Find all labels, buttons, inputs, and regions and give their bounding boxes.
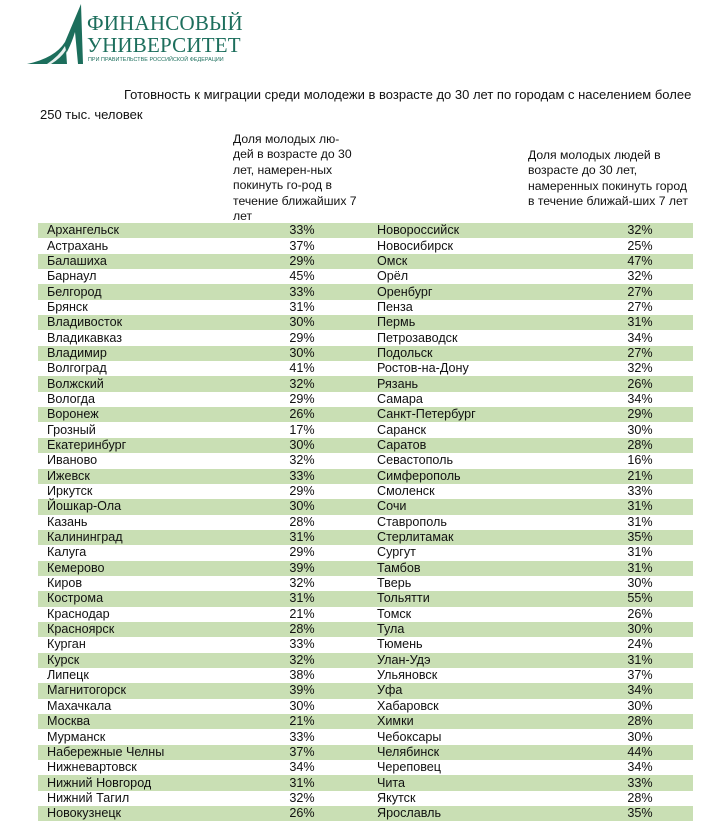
city-name-left: Курск — [38, 653, 239, 668]
table-row — [38, 300, 693, 315]
table-row — [38, 545, 693, 560]
table-row — [38, 469, 693, 484]
share-value-left: 30% — [239, 346, 365, 361]
share-value-right: 31% — [537, 561, 693, 576]
city-name-right: Ростов-на-Дону — [377, 361, 469, 376]
table-row — [38, 223, 693, 238]
table-row — [38, 361, 693, 376]
share-value-left: 26% — [239, 806, 365, 821]
table-row — [38, 683, 693, 698]
share-value-right: 32% — [627, 269, 653, 284]
share-value-right: 16% — [627, 453, 653, 468]
table-row — [38, 806, 693, 821]
share-value-right: 27% — [627, 299, 653, 314]
share-value-left: 33% — [239, 223, 365, 238]
table-row — [38, 438, 693, 453]
table-row — [38, 637, 693, 652]
heading-line1: Готовность к миграции среди молодежи в возрасте до 30 лет по городам с населением более — [124, 87, 692, 102]
city-name-left: Нижний Тагил — [47, 790, 130, 805]
city-name-right: Химки — [365, 714, 537, 729]
city-name-right: Тула — [365, 622, 537, 637]
share-value-left: 32% — [289, 576, 315, 591]
share-value-right: 30% — [627, 729, 653, 744]
share-value-right: 29% — [537, 407, 693, 422]
migration-table — [38, 223, 693, 821]
city-name-left: Брянск — [47, 299, 88, 314]
share-value-left: 32% — [239, 376, 365, 391]
table-row — [38, 315, 693, 330]
city-name-right: Сочи — [365, 499, 537, 514]
city-name-right: Саратов — [365, 438, 537, 453]
table-row — [38, 760, 693, 775]
logo-subtitle: ПРИ ПРАВИТЕЛЬСТВЕ РОССИЙСКОЙ ФЕДЕРАЦИИ — [88, 57, 224, 63]
city-name-left: Краснодар — [47, 606, 110, 621]
city-name-left: Владикавказ — [47, 330, 123, 345]
city-name-right: Саранск — [377, 422, 427, 437]
city-name-right: Севастополь — [377, 453, 454, 468]
city-name-left: Кемерово — [38, 561, 239, 576]
city-name-left: Калининград — [38, 530, 239, 545]
city-name-left: Иркутск — [47, 484, 93, 499]
city-name-right: Пермь — [365, 315, 537, 330]
table-row — [38, 622, 693, 637]
table-row — [38, 499, 693, 514]
city-name-right: Якутск — [377, 790, 416, 805]
city-name-left: Нижневартовск — [47, 760, 137, 775]
table-row — [38, 775, 693, 790]
share-value-left: 30% — [239, 315, 365, 330]
share-value-right: 21% — [537, 469, 693, 484]
share-value-left: 31% — [239, 591, 365, 606]
table-row — [38, 238, 693, 253]
table-row — [38, 745, 693, 760]
share-value-left: 28% — [239, 622, 365, 637]
table-row — [38, 284, 693, 299]
city-name-right: Петрозаводск — [377, 330, 458, 345]
share-value-left: 33% — [239, 469, 365, 484]
share-value-left: 21% — [289, 606, 315, 621]
share-value-left: 33% — [239, 284, 365, 299]
share-value-right: 26% — [537, 376, 693, 391]
city-name-left: Набережные Челны — [38, 745, 239, 760]
share-value-left: 29% — [289, 484, 315, 499]
logo-name-line2: УНИВЕРСИТЕТ — [87, 33, 241, 57]
share-value-left: 41% — [289, 361, 315, 376]
share-value-right: 33% — [537, 775, 693, 790]
share-value-left: 32% — [289, 790, 315, 805]
city-name-right: Тюмень — [377, 637, 423, 652]
city-name-left: Казань — [47, 514, 88, 529]
city-name-right: Тверь — [377, 576, 412, 591]
share-value-right: 28% — [537, 714, 693, 729]
city-name-left: Барнаул — [47, 269, 97, 284]
share-value-left: 21% — [239, 714, 365, 729]
city-name-left: Астрахань — [47, 238, 109, 253]
table-row — [38, 330, 693, 345]
city-name-right: Томск — [377, 606, 412, 621]
table-row — [38, 668, 693, 683]
share-value-right: 27% — [537, 346, 693, 361]
share-value-right: 24% — [627, 637, 653, 652]
city-name-left: Киров — [47, 576, 83, 591]
share-value-right: 31% — [537, 315, 693, 330]
share-value-right: 30% — [627, 422, 653, 437]
table-row — [38, 376, 693, 391]
share-value-right: 34% — [537, 683, 693, 698]
share-value-right: 37% — [627, 668, 653, 683]
share-value-right: 30% — [537, 622, 693, 637]
share-value-left: 33% — [289, 637, 315, 652]
table-row — [38, 714, 693, 729]
share-value-right: 30% — [627, 576, 653, 591]
city-name-right: Тольятти — [365, 591, 537, 606]
share-value-left: 29% — [289, 545, 315, 560]
city-name-left: Махачкала — [47, 698, 112, 713]
city-name-right: Оренбург — [365, 284, 537, 299]
share-value-right: 35% — [537, 530, 693, 545]
share-value-left: 33% — [289, 729, 315, 744]
table-row — [38, 484, 693, 499]
table-row — [38, 561, 693, 576]
share-value-right: 31% — [537, 499, 693, 514]
table-row — [38, 453, 693, 468]
city-name-right: Уфа — [365, 683, 537, 698]
city-name-right: Чита — [365, 775, 537, 790]
share-value-right: 34% — [627, 330, 653, 345]
share-value-right: 47% — [537, 254, 693, 269]
city-name-left: Грозный — [47, 422, 96, 437]
share-value-right: 33% — [627, 484, 653, 499]
city-name-left: Балашиха — [38, 254, 239, 269]
city-name-left: Йошкар-Ола — [38, 499, 239, 514]
table-row — [38, 407, 693, 422]
city-name-left: Архангельск — [38, 223, 239, 238]
share-value-left: 28% — [289, 514, 315, 529]
city-name-right: Чебоксары — [377, 729, 442, 744]
table-row — [38, 392, 693, 407]
university-logo — [25, 2, 243, 66]
share-value-left: 17% — [289, 422, 315, 437]
share-value-left: 37% — [289, 238, 315, 253]
share-value-right: 34% — [627, 391, 653, 406]
city-name-right: Смоленск — [377, 484, 435, 499]
city-name-left: Мурманск — [47, 729, 106, 744]
share-value-right: 31% — [537, 653, 693, 668]
share-value-right: 44% — [537, 745, 693, 760]
city-name-left: Воронеж — [38, 407, 239, 422]
city-name-right: Ярославль — [365, 806, 537, 821]
city-name-left: Новокузнецк — [38, 806, 239, 821]
city-name-right: Подольск — [365, 346, 537, 361]
share-value-right: 25% — [627, 238, 653, 253]
city-name-right: Пенза — [377, 299, 413, 314]
city-name-right: Омск — [365, 254, 537, 269]
logo-sails-icon — [25, 2, 87, 66]
city-name-right: Самара — [377, 391, 423, 406]
city-name-right: Сургут — [377, 545, 416, 560]
table-row — [38, 254, 693, 269]
table-row — [38, 515, 693, 530]
city-name-right: Ульяновск — [377, 668, 438, 683]
city-name-left: Красноярск — [38, 622, 239, 637]
share-value-left: 39% — [239, 561, 365, 576]
share-value-left: 32% — [289, 453, 315, 468]
table-row — [38, 653, 693, 668]
share-value-right: 26% — [627, 606, 653, 621]
city-name-right: Череповец — [377, 760, 441, 775]
share-value-left: 45% — [289, 269, 315, 284]
table-row — [38, 530, 693, 545]
table-row — [38, 729, 693, 744]
city-name-right: Челябинск — [365, 745, 537, 760]
column-header-left: Доля молодых лю-дей в возрасте до 30 лет, намерен-ных покинуть го-род в течение ближайших 7 лет — [233, 132, 357, 224]
share-value-left: 32% — [239, 653, 365, 668]
city-name-right: Санкт-Петербург — [365, 407, 537, 422]
city-name-left: Вологда — [47, 391, 96, 406]
table-row — [38, 607, 693, 622]
share-value-right: 27% — [537, 284, 693, 299]
logo-name-line1: ФИНАНСОВЫЙ — [87, 11, 243, 35]
share-value-right: 28% — [627, 790, 653, 805]
share-value-right: 34% — [627, 760, 653, 775]
city-name-left: Нижний Новгород — [38, 775, 239, 790]
city-name-left: Волжский — [38, 376, 239, 391]
city-name-left: Владимир — [38, 346, 239, 361]
city-name-left: Курган — [47, 637, 86, 652]
city-name-left: Кострома — [38, 591, 239, 606]
share-value-right: 31% — [627, 545, 653, 560]
city-name-right: Улан-Удэ — [365, 653, 537, 668]
share-value-left: 39% — [239, 683, 365, 698]
share-value-left: 34% — [289, 760, 315, 775]
table-row — [38, 591, 693, 606]
document-heading — [40, 85, 710, 125]
column-header-right: Доля молодых людей в возрасте до 30 лет, намеренных покинуть город в течение ближай-ших 7 лет — [528, 148, 688, 209]
share-value-left: 31% — [239, 530, 365, 545]
city-name-left: Белгород — [38, 284, 239, 299]
share-value-left: 30% — [239, 438, 365, 453]
city-name-left: Иваново — [47, 453, 98, 468]
share-value-right: 32% — [627, 361, 653, 376]
share-value-right: 35% — [537, 806, 693, 821]
share-value-right: 30% — [627, 698, 653, 713]
city-name-left: Владивосток — [38, 315, 239, 330]
city-name-left: Ижевск — [38, 469, 239, 484]
city-name-left: Москва — [38, 714, 239, 729]
share-value-left: 29% — [289, 391, 315, 406]
table-row — [38, 699, 693, 714]
table-row — [38, 791, 693, 806]
share-value-left: 31% — [289, 299, 315, 314]
city-name-right: Ставрополь — [377, 514, 447, 529]
heading-line2: 250 тыс. человек — [40, 107, 143, 122]
city-name-right: Тамбов — [365, 561, 537, 576]
city-name-right: Стерлитамак — [365, 530, 537, 545]
table-row — [38, 576, 693, 591]
share-value-right: 28% — [537, 438, 693, 453]
city-name-left: Екатеринбург — [38, 438, 239, 453]
share-value-right: 55% — [537, 591, 693, 606]
table-row — [38, 269, 693, 284]
city-name-right: Хабаровск — [377, 698, 439, 713]
share-value-right: 32% — [537, 223, 693, 238]
share-value-left: 30% — [289, 698, 315, 713]
city-name-right: Новороссийск — [365, 223, 537, 238]
city-name-right: Рязань — [365, 376, 537, 391]
city-name-right: Симферополь — [365, 469, 537, 484]
share-value-left: 30% — [239, 499, 365, 514]
table-row — [38, 422, 693, 437]
city-name-left: Липецк — [47, 668, 89, 683]
city-name-right: Орёл — [377, 269, 409, 284]
share-value-left: 31% — [239, 775, 365, 790]
table-row — [38, 346, 693, 361]
share-value-left: 37% — [239, 745, 365, 760]
city-name-left: Калуга — [47, 545, 87, 560]
share-value-left: 26% — [239, 407, 365, 422]
share-value-left: 29% — [289, 330, 315, 345]
city-name-right: Новосибирск — [377, 238, 454, 253]
share-value-left: 29% — [239, 254, 365, 269]
share-value-right: 31% — [627, 514, 653, 529]
city-name-left: Волгоград — [47, 361, 107, 376]
share-value-left: 38% — [289, 668, 315, 683]
city-name-left: Магнитогорск — [38, 683, 239, 698]
